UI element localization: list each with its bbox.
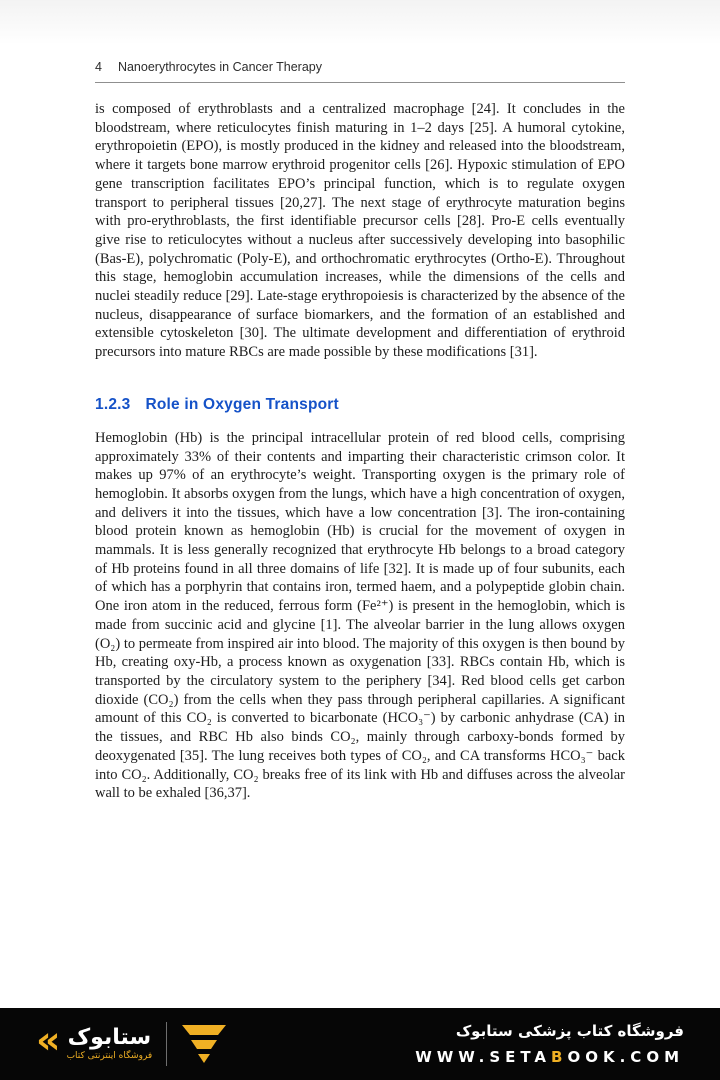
double-chevron-left-icon: « <box>36 1018 61 1062</box>
website-url <box>415 1048 684 1066</box>
publisher-logo <box>36 1018 227 1066</box>
paragraph-oxygen-transport: Hemoglobin (Hb) is the principal intracellular protein of red blood cells, comprising approximately 33% of their contents and imparting their characteristic crimson color. It makes up 97% of an erythrocyte’s weight. Transporting oxygen is the primary role of hemoglobin. It absorbs oxygen from the lungs, which have a high concentration of oxygen, and delivers it into the tissues, which have a low concentration [3]. The iron-containing blood protein known as hemoglobin (Hb) is crucial for the movement of oxygen in mammals. It is less generally recognized that erythrocyte Hb belongs to a broad category of Hb proteins found in all three domains of life [32]. It is made up of four subunits, each of which has a porphyrin that contains iron, termed haem, and a polypeptide globin chain. One iron atom in the reduced, ferrous form (Fe²⁺) is present in the hemoglobin, which is made from succinic acid and glycine [1]. The alveolar barrier in the lung allows oxygen (O₂) to permeate from inspired air into blood. The majority of this oxygen is then bound by Hb, creating oxy-Hb, a process known as oxygenation [33]. RBCs contain Hb, which is transported by the circulatory system to the periphery [34]. Red blood cells get carbon dioxide (CO₂) from the cells when they pass through peripheral capillaries. A significant amount of this CO₂ is converted to bicarbonate (HCO₃⁻) by carbonic anhydrase (CA) in the tissues, and RBC Hb also binds CO₂, mainly through carboxy-bonds formed by deoxygenated [35]. The lung receives both types of CO₂, and CA transforms HCO₃⁻ back into CO₂. Additionally, CO₂ breaks free of its link with Hb and diffuses across the alveolar wall to be exhaled [36,37]. <box>95 429 625 802</box>
page-header <box>95 60 625 83</box>
section-heading <box>95 396 625 414</box>
footer-tagline: فروشگاه کتاب پزشکی ستابوک <box>455 1022 684 1040</box>
section-number: 1.2.3 <box>95 395 131 413</box>
url-suffix: OOK.COM <box>567 1048 684 1066</box>
url-prefix: WWW.SETA <box>415 1048 552 1066</box>
brand-text-group <box>67 1027 153 1061</box>
footer-text-group <box>415 1022 684 1066</box>
page-number: 4 <box>95 60 102 74</box>
brand-subtitle: فروشگاه اینترنتی کتاب <box>66 1051 153 1061</box>
page-content <box>95 60 625 803</box>
url-accent-letter: B <box>551 1048 568 1066</box>
paragraph-erythropoiesis: is composed of erythroblasts and a centralized macrophage [24]. It concludes in the bloodstream, where reticulocytes finish maturing in 1–2 days [25]. A humoral cytokine, erythropoietin (EPO), is mostly produced in the kidney and released into the bloodstream, where it targets bone marrow erythroid progenitor cells [26]. Hypoxic stimulation of EPO gene transcription facilitates EPO’s principal function, which is to regulate oxygen transport to peripheral tissues [20,27]. The next stage of erythrocyte maturation begins with pro-erythroblasts, the first identifiable precursor cells [28]. Pro-E cells eventually give rise to reticulocytes without a nucleus after successively developing into basophilic (Bas-E), polychromatic (Poly-E), and orthochromatic erythrocytes (Ortho-E). Throughout this stage, hemoglobin accumulation increases, while the dimensions of the cells and nuclei steadily reduce [29]. Late-stage erythropoiesis is characterized by the absence of the nucleus, disappearance of surface biomarkers, and the formation of an established and extensible cytoskeleton [30]. The ultimate development and differentiation of erythroid precursors into mature RBCs are made possible by these modifications [31]. <box>95 101 625 361</box>
footer-bar <box>0 1008 720 1080</box>
section-title: Role in Oxygen Transport <box>145 395 339 413</box>
footer-divider <box>166 1022 167 1066</box>
running-title: Nanoerythrocytes in Cancer Therapy <box>117 60 322 74</box>
brand-name: ستابوک <box>67 1025 152 1050</box>
book-stack-icon <box>181 1023 227 1065</box>
